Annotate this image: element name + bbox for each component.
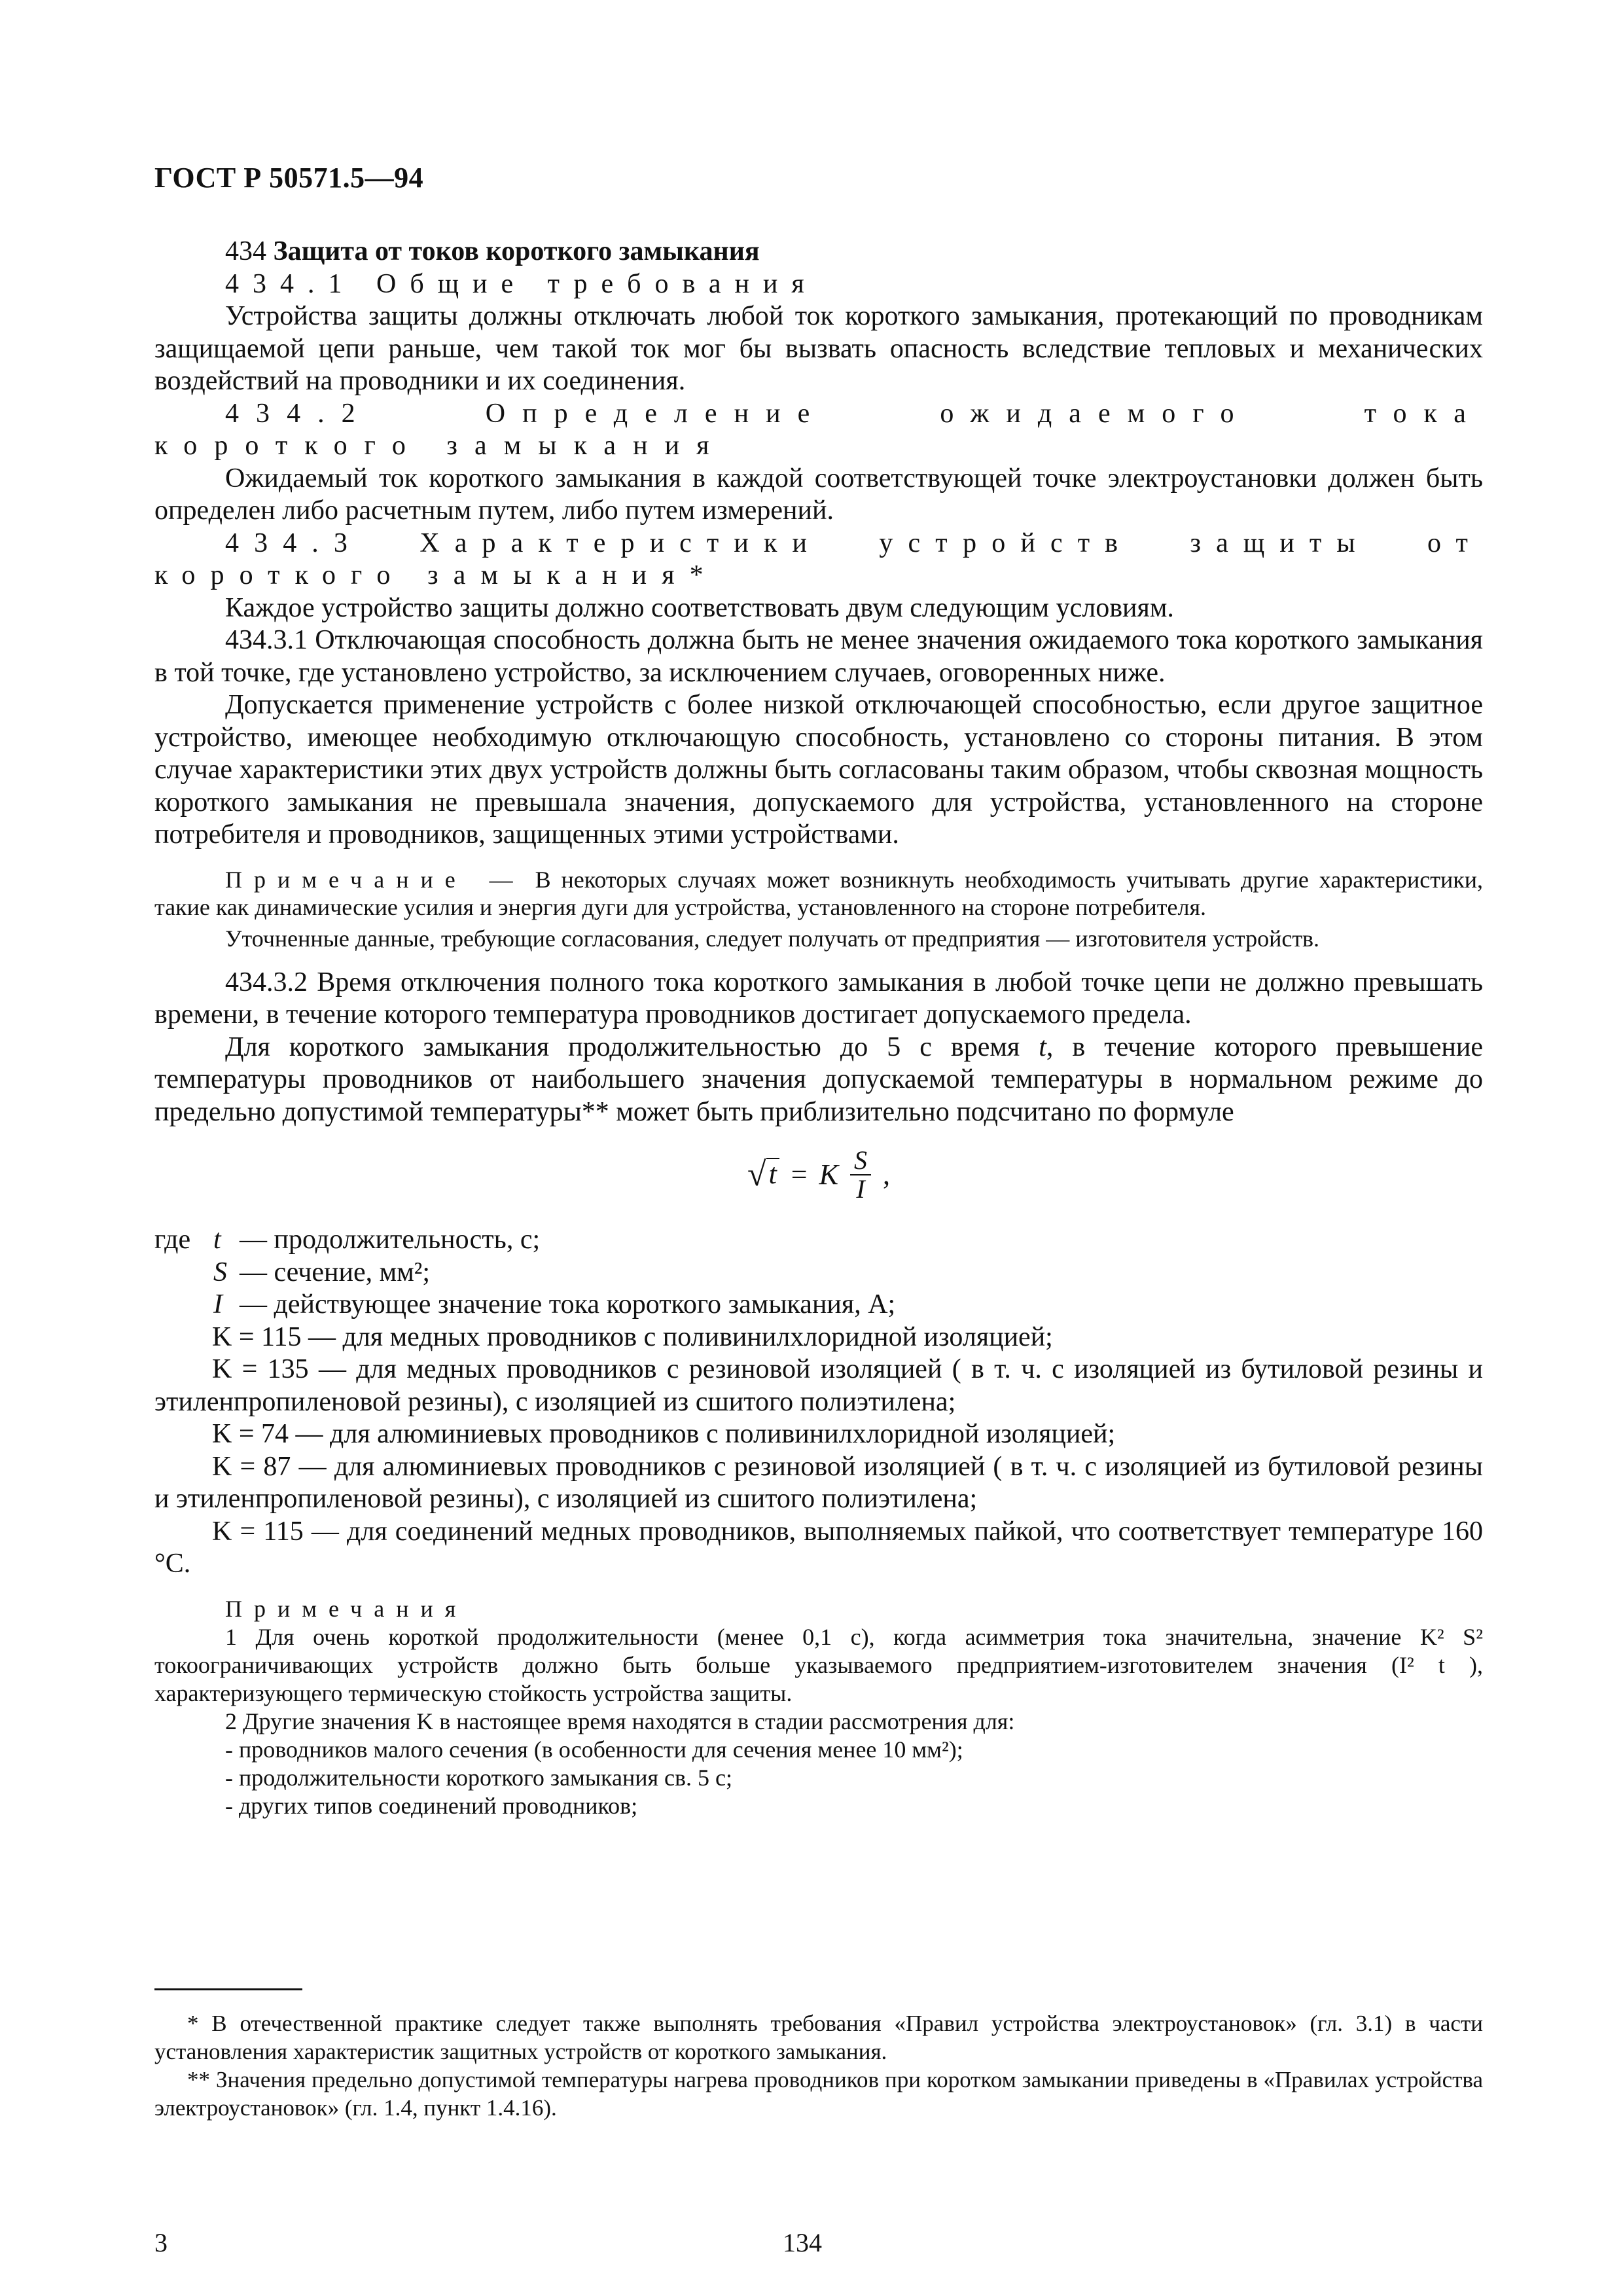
formula-denominator: I	[856, 1174, 865, 1204]
note-2-item-b: - продолжительности короткого замыкания св. 5 с;	[225, 1764, 732, 1791]
footnote-1: * В отечественной практике следует также выполнять требования «Правил устройства электроустановок» (гл. 3.1) в части установления характеристик защитных устройств от короткого замыкания.	[154, 2011, 1483, 2064]
footnotes	[154, 2009, 1483, 2122]
square-root: √ t	[747, 1158, 779, 1192]
paragraph-434-2: Ожидаемый ток короткого замыкания в каждой соответствующей точке электроустановки должен быть определен либо расчетным путем, либо путем измерений.	[154, 463, 1483, 526]
definition-i	[154, 1289, 1483, 1321]
definition-t	[154, 1224, 1483, 1257]
formula-intro-a: Для короткого замыкания продолжительностью до 5 с время	[225, 1031, 1039, 1062]
note-paragraph	[154, 866, 1483, 921]
footnote-divider	[154, 1988, 302, 1990]
paragraph-434-1: Устройства защиты должны отключать любой ток короткого замыкания, протекающий по проводникам защищаемой цепи раньше, чем такой ток мог бы вызвать опасность вследствие тепловых и механических воздействий на проводники и их соединения.	[154, 301, 1483, 396]
symbol-s: S	[213, 1257, 227, 1287]
definition-t-text: — продолжительность, с;	[240, 1225, 541, 1255]
note-text: В некоторых случаях может возникнуть необходимость учитывать другие характеристики, такие как динамические усилия и энергия дуги для устройства, установленного на стороне потребителя.	[154, 866, 1483, 920]
note-2: 2 Другие значения K в настоящее время находятся в стадии рассмотрения для:	[225, 1708, 1015, 1734]
note-2-item-a: - проводников малого сечения (в особенности для сечения менее 10 мм²);	[225, 1736, 963, 1763]
formula-equals: =	[791, 1158, 808, 1191]
page-number: 134	[783, 2228, 822, 2257]
formula-k: K	[819, 1158, 838, 1191]
formula-numerator: S	[850, 1147, 871, 1175]
document-code: ГОСТ Р 50571.5—94	[154, 162, 424, 194]
footnote-2: ** Значения предельно допустимой температуры нагрева проводников при коротком замыкании приведены в «Правилах устройства электроустановок» (гл. 1.4, пункт 1.4.16).	[154, 2067, 1483, 2121]
k-value-5: K = 115 — для соединений медных проводников, выполняемых пайкой, что соответствует температуре 160 °С.	[154, 1516, 1483, 1579]
formula-fraction	[850, 1147, 871, 1203]
heading-434-3: 434.3 Характеристики устройств защиты от короткого замыкания*	[154, 528, 1483, 590]
k-value-3: K = 74 — для алюминиевых проводников с поливинилхлоридной изоляцией;	[212, 1419, 1116, 1449]
formula-root-var: t	[766, 1158, 779, 1189]
paragraph-434-3-1: 434.3.1 Отключающая способность должна быть не менее значения ожидаемого тока короткого замыкания в той точке, где установлено устройство, за исключением случаев, оговоренных ниже.	[154, 625, 1483, 688]
k-value-4: K = 87 — для алюминиевых проводников с резиновой изоляцией ( в т. ч. с изоляцией из бутиловой резины и этиленпропиленовой резины), с изоляцией из сшитого полиэтилена;	[154, 1451, 1483, 1514]
definition-i-text: — действующее значение тока короткого замыкания, А;	[240, 1289, 896, 1319]
paragraph-434-3-intro: Каждое устройство защиты должно соответствовать двум следующим условиям.	[225, 592, 1174, 623]
section-number: 434	[225, 236, 266, 266]
formula-intro-var: t	[1039, 1031, 1046, 1062]
document-body	[154, 236, 1483, 1820]
note-2-item-c: - других типов соединений проводников;	[225, 1792, 638, 1819]
symbol-t: t	[213, 1225, 221, 1255]
note-1: 1 Для очень короткой продолжительности (менее 0,1 с), когда асимметрия тока значительна, значение K² S² токоограничивающих устройств должно быть больше указываемого предприятием-изготовителем значения (I² t ), характеризующего термическую стойкость устройства защиты.	[154, 1623, 1483, 1706]
k-value-2: K = 135 — для медных проводников с резиновой изоляцией ( в т. ч. с изоляцией из бутиловой резины и этиленпропиленовой резины), с изоляцией из сшитого полиэтилена;	[154, 1354, 1483, 1417]
section-title-text: Защита от токов короткого замыкания	[273, 236, 760, 266]
formula	[154, 1147, 1483, 1210]
formula-tail: ,	[882, 1158, 890, 1191]
definition-s	[154, 1257, 1483, 1289]
heading-434-2: 434.2 Определение ожидаемого тока короткого замыкания	[154, 398, 1483, 461]
where-word: где	[154, 1225, 191, 1255]
notes-block	[154, 1595, 1483, 1820]
symbol-i: I	[213, 1289, 223, 1319]
formula-intro-b: , в течение которого превышение температуры проводников от наибольшего значения допускаемой температуры в нормальном режиме до предельно допустимой температуры** может быть приблизительно подсчитано по формуле	[154, 1031, 1483, 1127]
document-page	[154, 0, 1483, 2296]
definitions	[154, 1224, 1483, 1581]
note-block	[154, 866, 1483, 952]
heading-434-1: 434.1 Общие требования	[225, 268, 818, 299]
definition-s-text: — сечение, мм²;	[240, 1257, 431, 1287]
paragraph-formula-intro	[154, 1031, 1483, 1129]
section-title	[154, 236, 1483, 268]
note-label: Примечание —	[225, 866, 525, 893]
k-value-1: K = 115 — для медных проводников с поливинилхлоридной изоляцией;	[212, 1321, 1053, 1352]
note-paragraph-2: Уточненные данные, требующие согласования, следует получать от предприятия — изготовителя устройств.	[225, 925, 1320, 952]
paragraph-434-3-2: 434.3.2 Время отключения полного тока короткого замыкания в любой точке цепи не должно превышать времени, в течение которого температура проводников достигает допускаемого предела.	[154, 967, 1483, 1030]
sheet-number: 3	[154, 2228, 168, 2257]
notes-label: Примечания	[225, 1595, 468, 1622]
paragraph-434-3-1b: Допускается применение устройств с более низкой отключающей способностью, если другое защитное устройство, имеющее необходимую отключающую способность, установлено со стороны питания. В этом случае характеристики этих двух устройств должны быть согласованы таким образом, чтобы сквозная мощность короткого замыкания не превышала значения, допускаемого для устройства, установленного на стороне потребителя и проводников, защищенных этими устройствами.	[154, 690, 1483, 850]
